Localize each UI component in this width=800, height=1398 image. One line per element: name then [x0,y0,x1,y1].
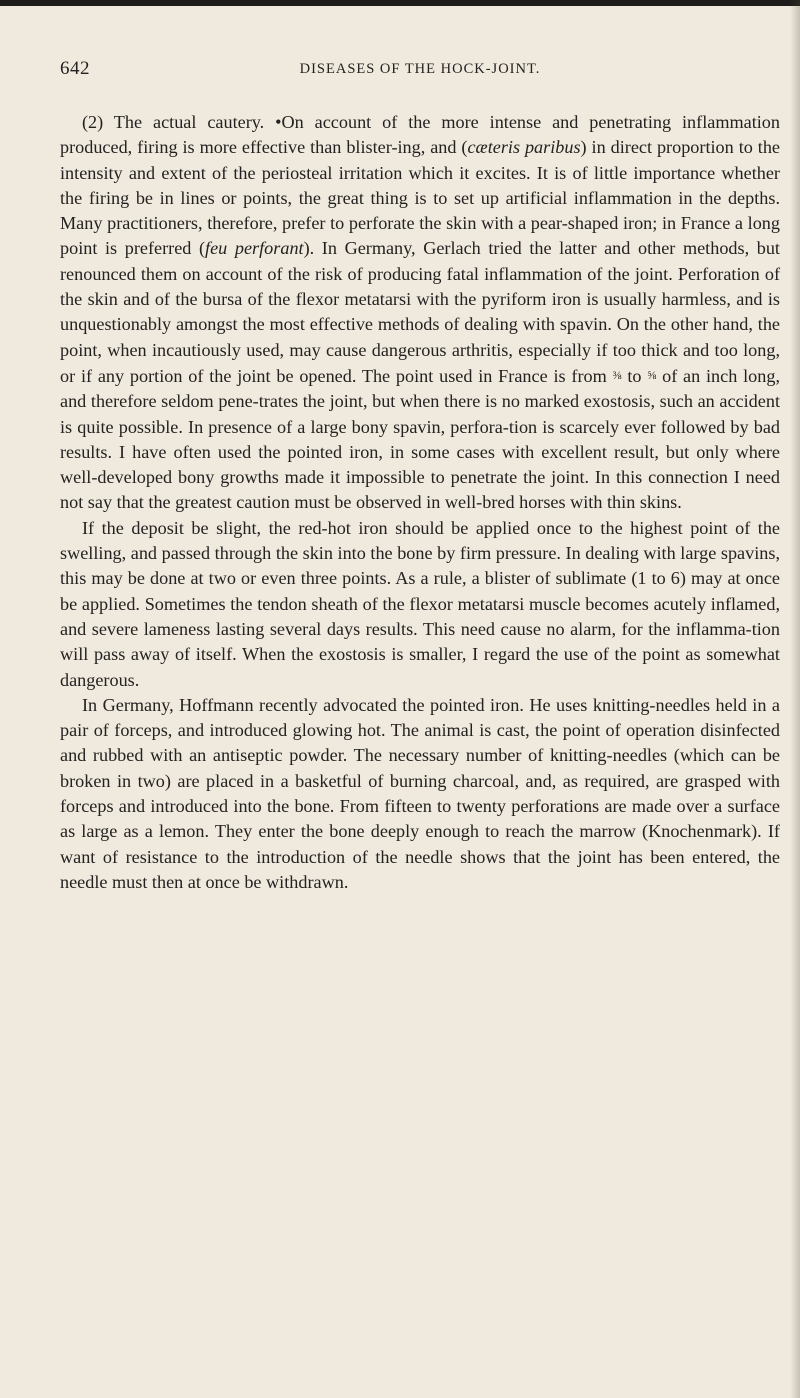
fraction: ⅝ [647,367,657,382]
text-run: ). In Germany, Gerlach tried the latter and other methods, but renounced them on account of the risk of producing fatal inflammation of the joint. Perforation of the skin and of the bursa of the flexor metatarsi with the pyriform iron is usually harmless, and is unquestionably amongst the most effective methods of dealing with spavin. On the other hand, the point, when incautiously used, may cause dangerous arthritis, especially if too thick and too long, or if any portion of the joint be opened. The point used in France is from [60,238,780,386]
running-head: DISEASES OF THE HOCK-JOINT. [299,61,541,77]
fraction: ⅜ [612,367,622,382]
text-run: of an inch long, and therefore seldom pene-trates the joint, but when there is no marked exostosis, such an accident is quite possible. In presence of a large bony spavin, perfora-tion is scarcely ever followed by bad results. I have often used the pointed iron, in some cases with excellent result, but only where well-developed bony growths made it impossible to penetrate the joint. In this connection I need not say that the greatest caution must be observed in well-bred horses with thin skins. [60,365,780,513]
italic-term: feu perforant [205,238,304,259]
page-header [60,58,780,84]
text-run: to [621,365,648,386]
paragraph-hoffmann: In Germany, Hoffmann recently advocated the pointed iron. He uses knitting-needles held in a pair of forceps, and introduced glowing hot. The animal is cast, the point of operation disinfected and rubbed with an antiseptic powder. The necessary number of knitting-needles (which can be broken in two) are placed in a basketful of burning charcoal, and, as required, are grasped with forceps and introduced into the bone. From fifteen to twenty perforations are made over a surface as large as a lemon. They enter the bone deeply enough to reach the marrow (Knochenmark). If want of resistance to the introduction of the needle shows that the joint has been entered, the needle must then at once be withdrawn. [60,694,780,892]
page-edge-shadow [790,0,800,1398]
body-text [60,110,780,895]
paragraph-deposit: If the deposit be slight, the red-hot iron should be applied once to the highest point of the swelling, and passed through the skin into the bone by firm pressure. In dealing with large spavins, this may be done at two or even three points. As a rule, a blister of sublimate (1 to 6) may at once be applied. Sometimes the tendon sheath of the flexor metatarsi muscle becomes acutely inflamed, and severe lameness lasting several days results. This need cause no alarm, for the inflamma-tion will pass away of itself. When the exostosis is smaller, I regard the use of the point as somewhat dangerous. [60,517,780,690]
text-run: (2) The actual cautery. •On account of the more intense and penetrating inflammation produced, firing is more effective than blister-ing, and ( [60,112,780,158]
paragraph-actual-cautery [60,110,780,516]
text-run: ) in direct proportion to the intensity and extent of the periosteal irritation which it excites. It is of little importance whether the firing be in lines or points, the great thing is to set up artificial inflammation in the depths. Many practitioners, therefore, prefer to perforate the skin with a pear-shaped iron; in France a long point is preferred ( [60,137,780,259]
page-number: 642 [60,58,90,79]
top-border-rule [0,0,800,6]
italic-term: cæteris paribus [467,137,581,158]
